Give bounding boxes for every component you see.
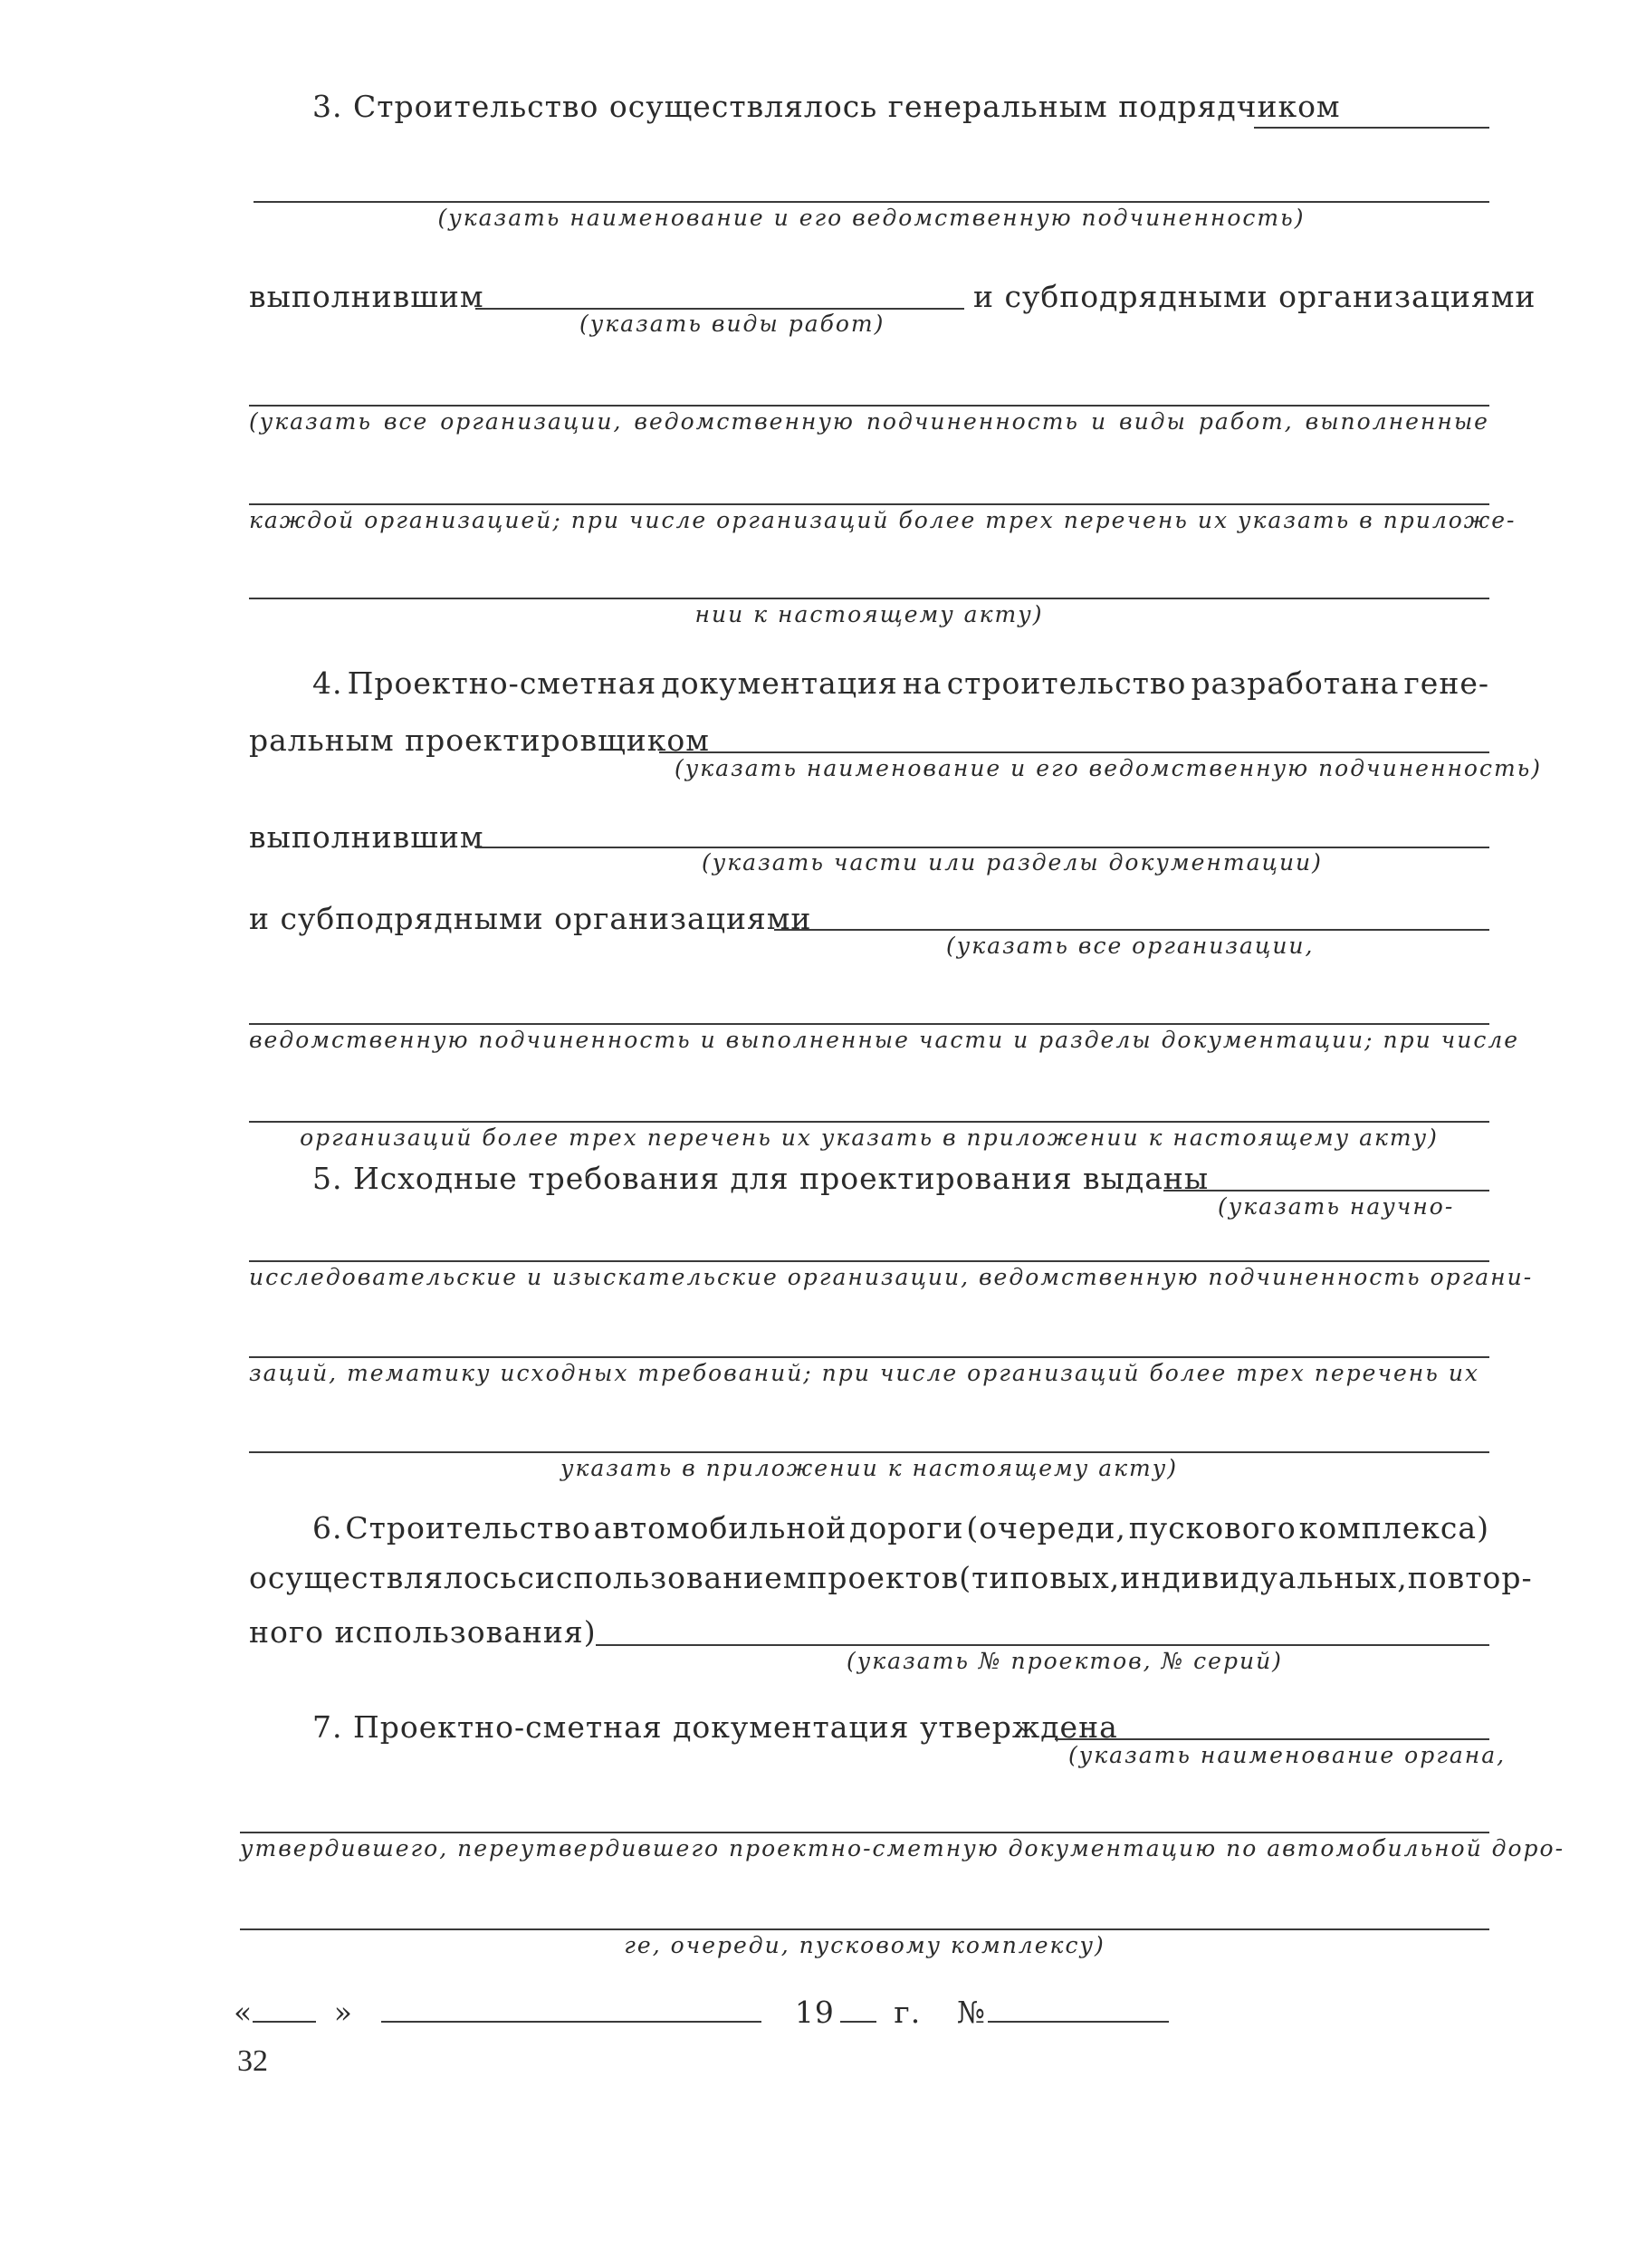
item7-hint-1: (указать наименование органа,	[1068, 1742, 1507, 1768]
item3-line-orgs-1[interactable]	[249, 405, 1489, 407]
word: повтор-	[1407, 1560, 1533, 1595]
word: подчиненность	[866, 408, 1080, 435]
item6-text-line1	[312, 1510, 1489, 1545]
item7-line-2[interactable]	[240, 1832, 1489, 1833]
year-prefix: 19	[794, 1995, 835, 2030]
number-sign: №	[956, 1995, 986, 2030]
date-line	[234, 1995, 1169, 2030]
item7-hint-3: ге, очереди, пусковому комплексу)	[624, 1932, 1105, 1958]
word: на	[902, 665, 943, 701]
word: проектов	[807, 1560, 960, 1595]
item3-hint-orgs-1	[249, 408, 1489, 435]
item3-blank[interactable]	[1254, 127, 1489, 129]
word: выполненные	[1305, 408, 1489, 435]
word: организации,	[440, 408, 623, 435]
word: дороги	[849, 1510, 964, 1545]
item3-line-contractor[interactable]	[254, 201, 1489, 203]
item3-label: 3. Строительство осуществлялось генеральным подрядчиком	[312, 89, 1341, 124]
item5-text: 5. Исходные требования для проектирования выданы	[312, 1161, 1210, 1196]
item5-hint-1: (указать научно-	[1218, 1193, 1455, 1220]
item3-performed-label: выполнившим	[249, 279, 484, 314]
day-blank[interactable]	[253, 2021, 316, 2023]
item4-hint-orgs-1: ведомственную подчиненность и выполненные части и разделы документации; при числе	[249, 1027, 1520, 1053]
item4-text-line1	[312, 665, 1489, 701]
item4-hint-parts: (указать части или разделы документации)	[702, 849, 1323, 876]
word: 4.	[312, 665, 343, 701]
word: 6.	[312, 1510, 343, 1545]
item4-performed-label: выполнившим	[249, 819, 484, 855]
word: работ,	[1198, 408, 1294, 435]
item5-hint-2: исследовательские и изыскательские организации, ведомственную подчиненность органи-	[249, 1264, 1534, 1290]
word: осуществлялось	[249, 1560, 518, 1595]
word: индивидуальных,	[1120, 1560, 1408, 1595]
item7-hint-2: утвердившего, переутвердившего проектно-сметную документацию по автомобильной доро-	[240, 1835, 1565, 1861]
item5-hint-3: заций, тематику исходных требований; при числе организаций более трех перечень их	[249, 1360, 1480, 1386]
item4-hint-designer: (указать наименование и его ведомственную подчиненность)	[675, 755, 1543, 781]
item4-text-line2: ральным проектировщиком	[249, 723, 710, 758]
item4-hint-orgs-2: организаций более трех перечень их указать в приложении к настоящему акту)	[300, 1124, 1439, 1151]
word: (очереди,	[966, 1510, 1126, 1545]
open-quote: «	[234, 1995, 254, 2030]
item6-projects-blank[interactable]	[596, 1644, 1489, 1646]
word: документация	[661, 665, 898, 701]
year-blank[interactable]	[840, 2021, 876, 2023]
item6-hint-projects: (указать № проектов, № серий)	[847, 1648, 1283, 1674]
item5-blank[interactable]	[1163, 1190, 1489, 1191]
page-number: 32	[237, 2044, 268, 2078]
item3-works-blank[interactable]	[475, 308, 964, 310]
item5-line-2[interactable]	[249, 1260, 1489, 1262]
number-blank[interactable]	[988, 2021, 1169, 2023]
word: разработана	[1191, 665, 1400, 701]
month-blank[interactable]	[381, 2021, 761, 2023]
word: и	[1090, 408, 1108, 435]
word: автомобильной	[593, 1510, 847, 1545]
item4-line-orgs-1[interactable]	[249, 1023, 1489, 1025]
item3-hint-orgs-2: каждой организацией; при числе организаций более трех перечень их указать в приложе-	[249, 507, 1517, 533]
word: виды	[1119, 408, 1187, 435]
item4-subcontractors-label: и субподрядными организациями	[249, 901, 812, 936]
year-suffix: г.	[894, 1995, 922, 2030]
close-quote: »	[333, 1995, 353, 2030]
word: ведомственную	[634, 408, 855, 435]
item3-text	[312, 89, 1341, 124]
item3-hint-orgs-3: нии к настоящему акту)	[694, 601, 1044, 627]
item7-blank[interactable]	[1055, 1738, 1489, 1740]
word: пускового	[1128, 1510, 1297, 1545]
word: (указать	[249, 408, 372, 435]
item5-line-3[interactable]	[249, 1356, 1489, 1358]
item7-text: 7. Проектно-сметная документация утверждена	[312, 1709, 1118, 1745]
item3-line-orgs-2[interactable]	[249, 503, 1489, 505]
word: гене-	[1403, 665, 1489, 701]
word: все	[383, 408, 429, 435]
item4-hint-all-orgs: (указать все организации,	[946, 933, 1315, 959]
word: (типовых,	[959, 1560, 1121, 1595]
item5-hint-4: указать в приложении к настоящему акту)	[560, 1455, 1178, 1481]
item5-line-4[interactable]	[249, 1451, 1489, 1453]
item3-line-orgs-3[interactable]	[249, 598, 1489, 599]
item6-text-line3: ного использования)	[249, 1614, 597, 1650]
word: использованием	[534, 1560, 808, 1595]
item3-hint-contractor: (указать наименование и его ведомственную подчиненность)	[437, 205, 1306, 231]
item3-hint-works: (указать виды работ)	[579, 311, 885, 337]
item4-designer-blank[interactable]	[659, 751, 1489, 753]
word: Строительство	[345, 1510, 591, 1545]
word: с	[517, 1560, 535, 1595]
word: строительство	[946, 665, 1187, 701]
item4-subcontractors-blank[interactable]	[774, 929, 1489, 931]
item4-parts-blank[interactable]	[475, 847, 1489, 848]
item3-subcontractors-label: и субподрядными организациями	[973, 279, 1536, 314]
word: комплекса)	[1298, 1510, 1489, 1545]
item6-text-line2	[249, 1560, 1533, 1595]
item4-line-orgs-2[interactable]	[249, 1121, 1489, 1123]
item7-line-3[interactable]	[240, 1928, 1489, 1930]
word: Проектно-сметная	[347, 665, 657, 701]
